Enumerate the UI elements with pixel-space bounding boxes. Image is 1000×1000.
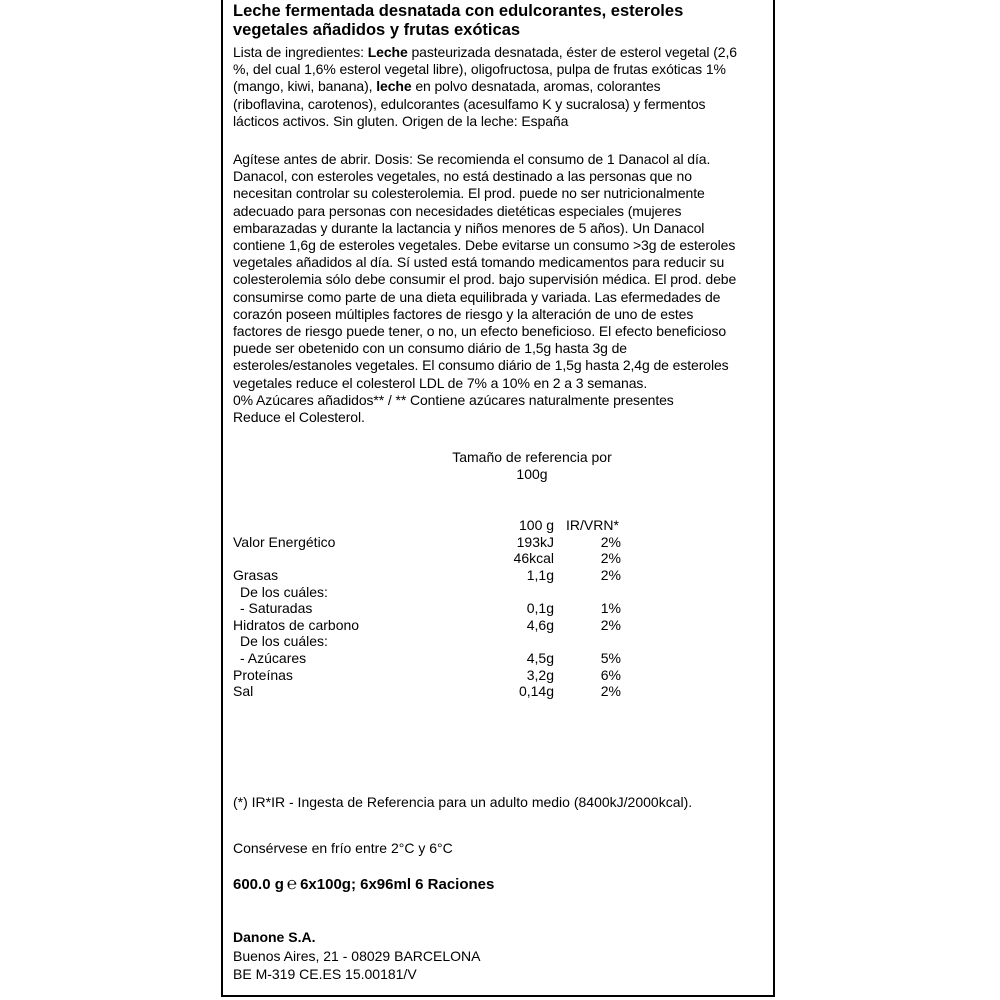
nutrient-percent: 2%: [600, 550, 621, 566]
nutrient-percent: 5%: [600, 650, 621, 666]
directions-line: Danacol, con esteroles vegetales, no está destinado a las personas que no: [233, 168, 692, 185]
directions-line: factores de riesgo puede tener, o no, un efecto beneficioso. El efecto beneficioso: [233, 323, 727, 340]
directions-line: Reduce el Colesterol.: [233, 409, 365, 426]
nutrient-value: 193kJ: [516, 534, 554, 550]
health-code: BE M-319 CE.ES 15.00181/V: [233, 966, 417, 982]
title-line: vegetales añadidos y frutas exóticas: [233, 21, 521, 39]
nutrient-value: 0,1g: [526, 600, 554, 616]
directions-line: vegetales reduce el colesterol LDL de 7% a 10% en 2 a 3 semanas.: [233, 374, 648, 391]
nutrient-value: 1,1g: [526, 567, 554, 583]
nutrient-percent: 2%: [600, 617, 621, 633]
directions-line: esteroles/estanoles vegetales. El consumo diário de 1,5g hasta 2,4g de esteroles: [233, 357, 729, 374]
nutrient-value: 46kcal: [513, 550, 554, 566]
title-line: Leche fermentada desnatada con edulcorantes, esteroles: [233, 2, 684, 20]
directions-line: contiene 1,6g de esteroles vegetales. Debe evitarse un consumo >3g de esteroles: [233, 237, 736, 254]
nutrient-value: 3,2g: [526, 667, 554, 683]
ingredients-block: [233, 44, 737, 130]
nutrient-label: Sal: [233, 683, 254, 699]
directions-line: colesterolemia sólo debe consumir el prod. bajo supervisión médica. El prod. debe: [233, 271, 737, 288]
directions-line: necesitan controlar su colesterolemia. El prod. puede no ser nutricionalmente: [233, 185, 705, 202]
directions-line: vegetales añadidos al día. Sí usted está tomando medicamentos para reducir su: [233, 254, 725, 271]
nutrient-value: 4,5g: [526, 650, 554, 666]
nutrient-percent: 1%: [600, 600, 621, 616]
nutrient-label: Proteínas: [233, 667, 293, 683]
nutrient-label: - Azúcares: [240, 650, 307, 666]
ingredients-line: (mango, kiwi, banana), leche en polvo desnatada, aromas, colorantes: [233, 78, 661, 95]
nutrition-header-col1: 100 g: [519, 517, 555, 533]
directions-line: puede ser obetenido con un consumo diário de 1,5g hasta 3g de: [233, 340, 627, 357]
company-name: Danone S.A.: [233, 929, 316, 945]
nutrient-sublabel: De los cuáles:: [240, 584, 328, 600]
reference-size: Tamaño de referencia por 100g: [452, 449, 612, 482]
nutrient-value: 0,14g: [518, 683, 554, 699]
directions-line: corazón poseen múltiples factores de riesgo y la alteración de uno de estes: [233, 305, 694, 322]
directions-line: 0% Azúcares añadidos** / ** Contiene azúcares naturalmente presentes: [233, 391, 674, 408]
nutrient-label: Hidratos de carbono: [233, 617, 360, 633]
ingredients-line: Lista de ingredientes: Leche pasteurizada desnatada, éster de esterol vegetal (2,6: [233, 44, 737, 60]
nutrient-label: - Saturadas: [240, 600, 313, 616]
nutrient-percent: 2%: [600, 683, 621, 699]
directions-line: embarazadas y durante la lactancia y niños menores de 5 años). Un Danacol: [233, 219, 705, 236]
storage-instructions: Consérvese en frío entre 2°C y 6°C: [233, 840, 453, 856]
footnote: (*) IR*IR - Ingesta de Referencia para un adulto medio (8400kJ/2000kcal).: [233, 794, 693, 810]
product-title: [233, 2, 683, 40]
nutrient-percent: 6%: [600, 667, 621, 683]
ingredients-line: (riboflavina, carotenos), edulcorantes (acesulfamo K y sucralosa) y fermentos: [233, 95, 706, 112]
directions-block: [233, 151, 736, 426]
net-weight: 600.0 g: [233, 876, 284, 893]
ingredients-line: lácticos activos. Sin gluten. Origen de la leche: España: [233, 112, 569, 129]
company-address: Buenos Aires, 21 - 08029 BARCELONA: [233, 948, 481, 964]
nutrition-header-col2: IR/VRN*: [566, 517, 619, 533]
nutrient-percent: 2%: [600, 567, 621, 583]
nutrient-label: Valor Energético: [233, 534, 336, 550]
ingredients-line: %, del cual 1,6% esterol vegetal libre), oligofructosa, pulpa de frutas exóticas 1%: [233, 61, 726, 78]
net-units: 6x100g; 6x96ml 6 Raciones: [300, 876, 495, 893]
label-panel: [221, 0, 775, 997]
nutrient-label: Grasas: [233, 567, 279, 583]
estimated-sign-icon: ℮: [286, 874, 298, 893]
nutrient-percent: 2%: [600, 534, 621, 550]
nutrient-value: 4,6g: [526, 617, 554, 633]
net-quantity: [233, 874, 494, 894]
directions-line: Agítese antes de abrir. Dosis: Se recomienda el consumo de 1 Danacol al día.: [233, 151, 711, 167]
nutrient-sublabel: De los cuáles:: [240, 633, 328, 649]
directions-line: consumirse como parte de una dieta equilibrada y variada. Las efermedades de: [233, 288, 721, 305]
directions-line: adecuado para personas con necesidades dietéticas especiales (mujeres: [233, 202, 682, 219]
